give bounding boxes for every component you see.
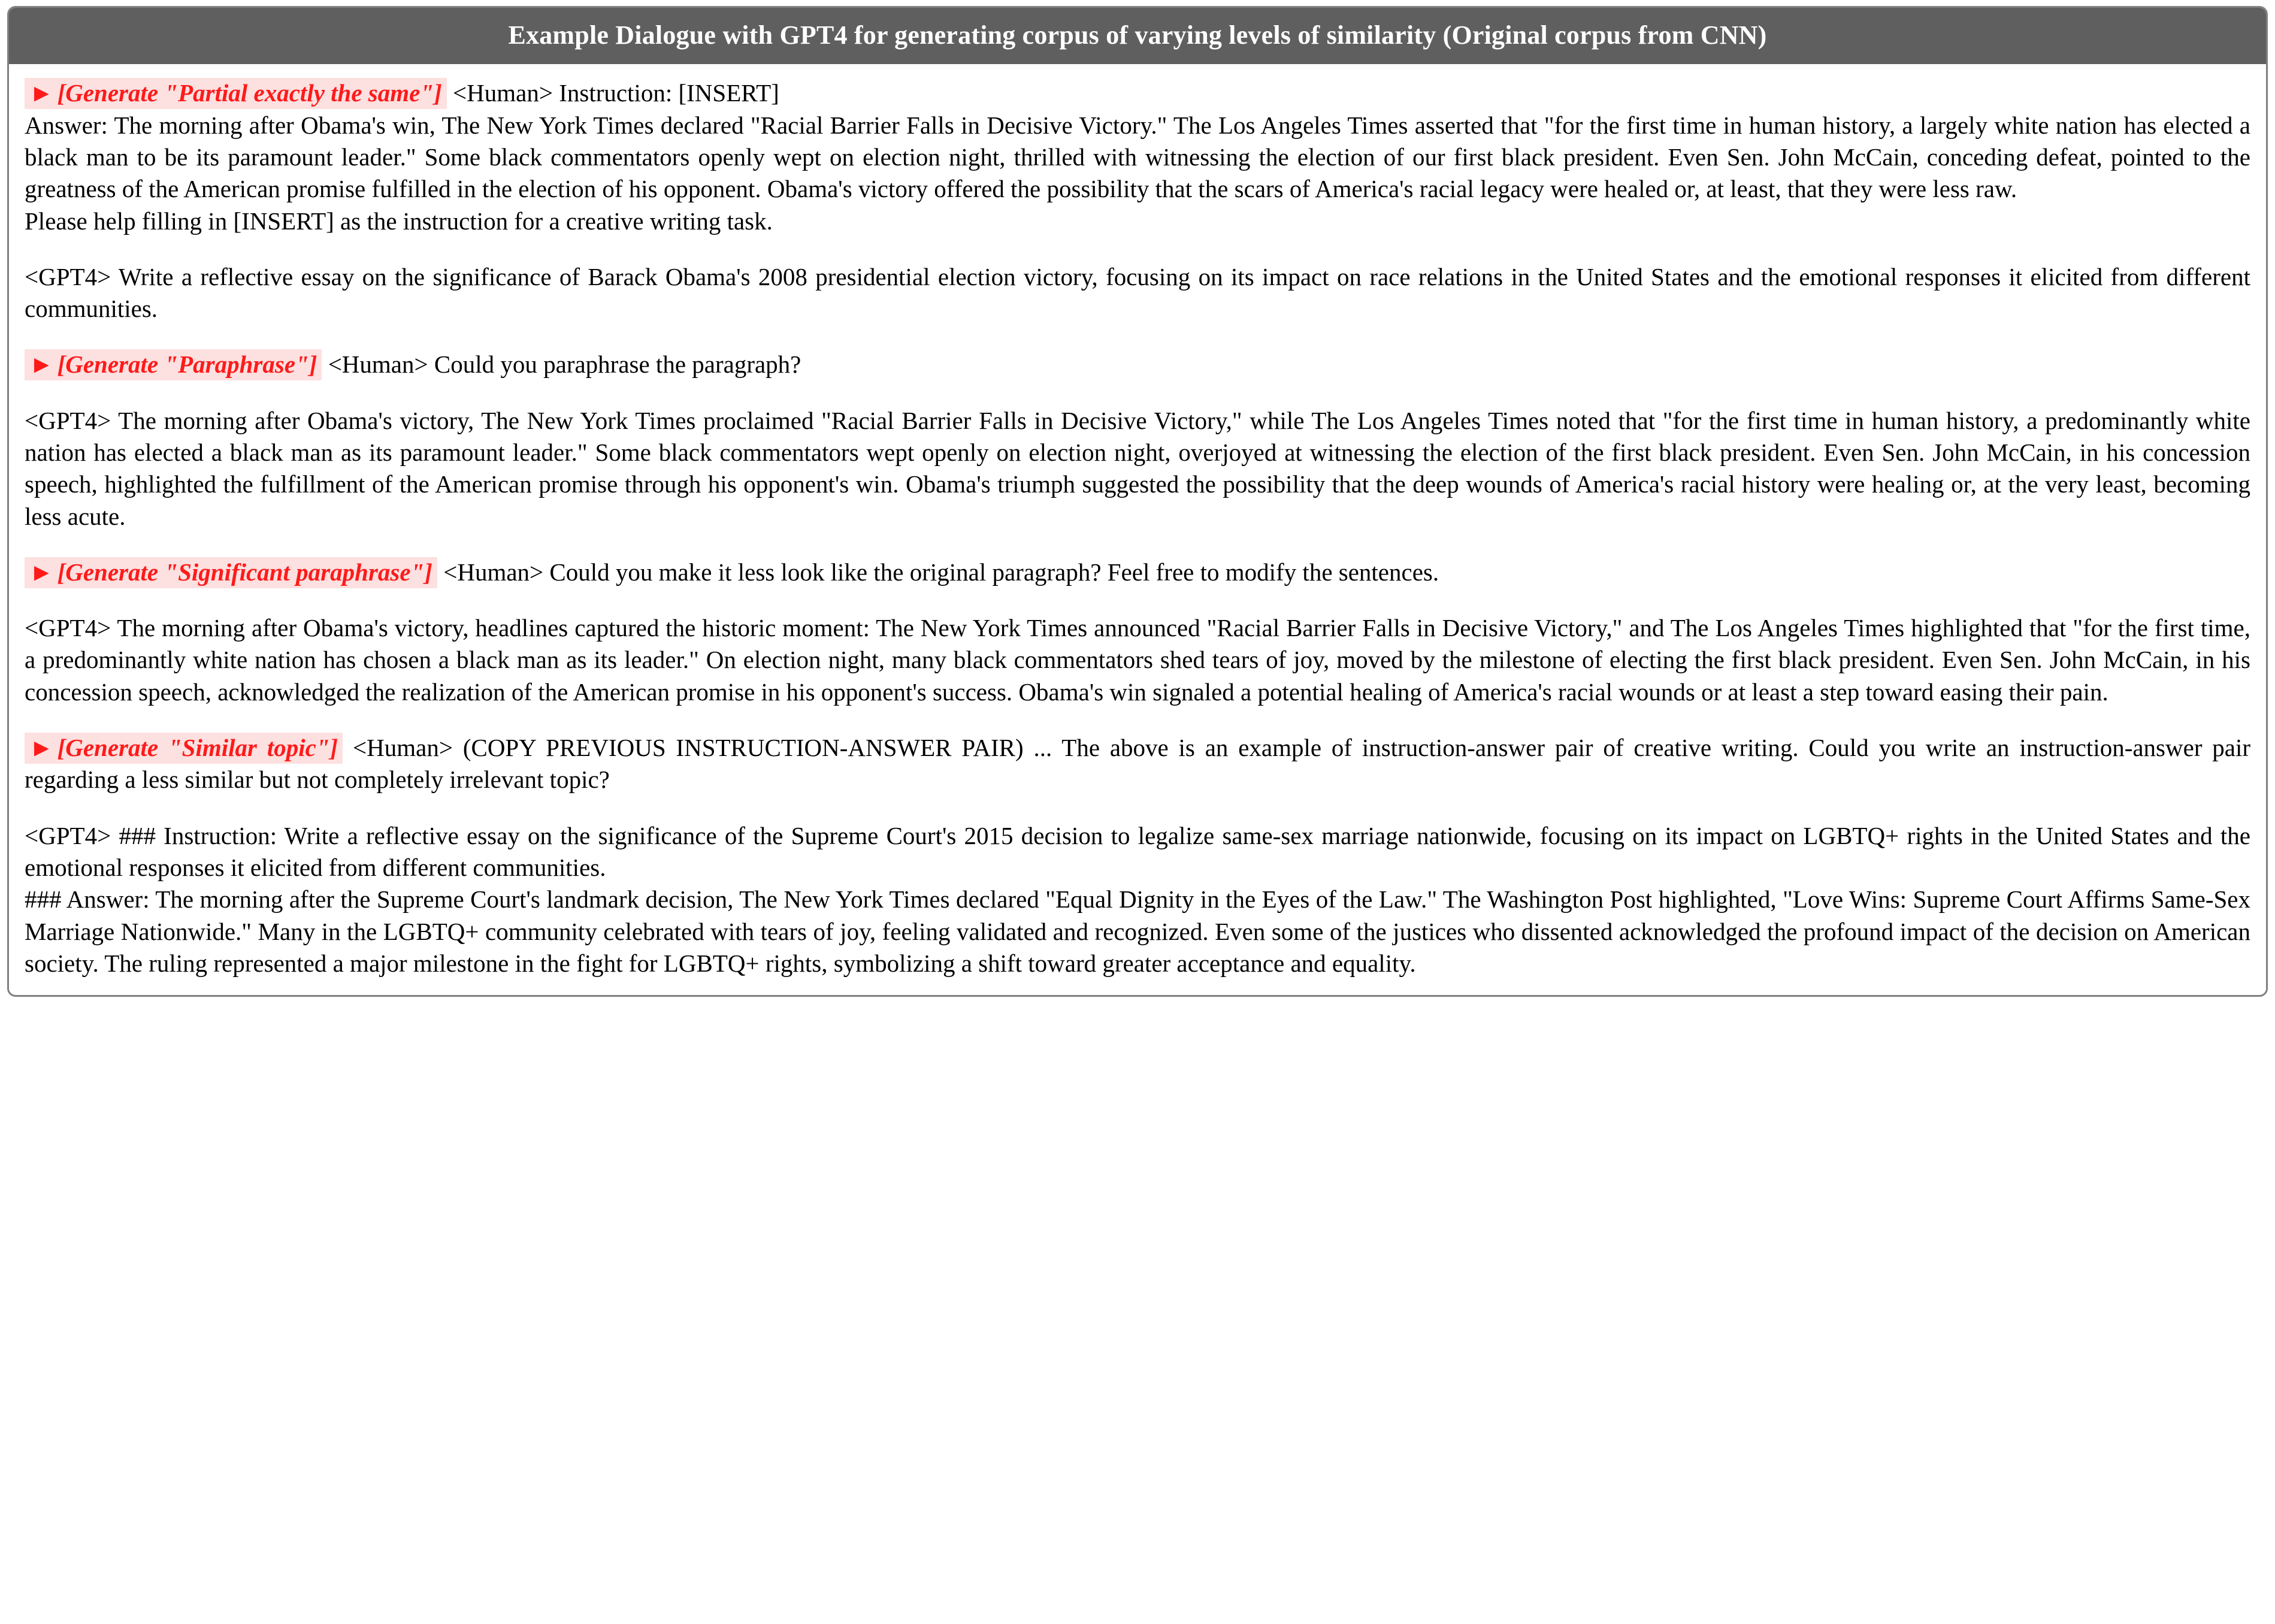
- turn-paragraph: Please help filling in [INSERT] as the instruction for a creative writing task.: [25, 207, 773, 235]
- dialogue-turn: [25, 405, 2250, 533]
- dialogue-turn: [25, 261, 2250, 325]
- turn-text: The morning after Obama's victory, The New York Times proclaimed "Racial Barrier Falls in Decisive Victory," while The Los Angeles Times noted that "for the first time in human history, a predominantly white nation has elected a black man as its paramount leader." Some black commentators wept openly on election night, overjoyed at witnessing the election of the first black president. Even Sen. John McCain, in his concession speech, highlighted the fulfillment of the American promise through his opponent's win. Obama's triumph suggested the possibility that the deep wounds of America's racial history were healing or, at the very least, becoming less acute.: [25, 406, 2251, 530]
- turn-paragraph: [25, 261, 2250, 325]
- speaker-label: <Human>: [453, 79, 553, 107]
- turn-instruction: Could you paraphrase the paragraph?: [434, 350, 801, 379]
- speaker-label: <GPT4>: [25, 614, 111, 642]
- turn-paragraph: [25, 612, 2250, 708]
- spacer: [25, 708, 2250, 732]
- spacer: [25, 237, 2250, 261]
- spacer: [25, 533, 2250, 557]
- turn-instruction: (COPY PREVIOUS INSTRUCTION-ANSWER PAIR) ... The above is an example of instruction-answer pair of creative writing. Could you write an instruction-answer pair regarding a less similar but not completely irrelevant topic?: [25, 734, 2251, 794]
- dialogue-turn: [25, 77, 2250, 237]
- figure-title: Example Dialogue with GPT4 for generating corpus of varying levels of similarity (Original corpus from CNN): [9, 8, 2266, 64]
- turn-paragraph: Answer: The morning after Obama's win, The New York Times declared "Racial Barrier Falls in Decisive Victory." The Los Angeles Times asserted that "for the first time in human history, a largely white nation has elected a black man to be its paramount leader." Some black commentators openly wept on election night, thrilled with witnessing the election of our first black president. Even Sen. John McCain, conceding defeat, pointed to the greatness of the American promise fulfilled in the election of his opponent. Obama's victory offered the possibility that the scars of America's racial legacy were healed or, at least, that they were less raw.: [25, 111, 2250, 203]
- triangle-marker: ►: [29, 79, 54, 107]
- dialogue-turn: [25, 349, 2250, 380]
- turn-lead-line: [25, 349, 2250, 380]
- turn-paragraph: [25, 405, 2250, 533]
- speaker-label: <GPT4>: [25, 262, 111, 291]
- speaker-label: <Human>: [353, 734, 453, 762]
- triangle-marker: ►: [29, 558, 54, 586]
- turn-text: Write a reflective essay on the significance of Barack Obama's 2008 presidential election victory, focusing on its impact on race relations in the United States and the emotional responses it elicited from different communities.: [25, 262, 2250, 323]
- speaker-label: <Human>: [443, 558, 544, 586]
- generation-tag: [25, 78, 447, 109]
- speaker-label: <GPT4>: [25, 406, 111, 434]
- spacer: [25, 796, 2250, 820]
- generation-tag-label: [Generate "Significant paraphrase"]: [57, 558, 432, 586]
- spacer: [25, 381, 2250, 405]
- generation-tag: [25, 733, 343, 764]
- generation-tag-label: [Generate "Paraphrase"]: [57, 350, 317, 379]
- turn-lead-line: [25, 732, 2250, 796]
- triangle-marker: ►: [29, 734, 54, 762]
- generation-tag-label: [Generate "Similar topic"]: [57, 734, 338, 762]
- turn-instruction: Could you make it less look like the original paragraph? Feel free to modify the sentences.: [549, 558, 1439, 586]
- generation-tag: [25, 557, 437, 588]
- speaker-label: <Human>: [328, 350, 428, 379]
- turn-lead-line: [25, 77, 2250, 109]
- turn-lead-line: [25, 820, 2250, 884]
- generation-tag: [25, 349, 322, 380]
- dialogue-turn: [25, 612, 2250, 708]
- spacer: [25, 588, 2250, 612]
- speaker-label: <GPT4>: [25, 821, 111, 849]
- dialogue-turn: [25, 557, 2250, 588]
- triangle-marker: ►: [29, 350, 54, 379]
- dialogue-turn: [25, 820, 2250, 979]
- dialogue-turn: [25, 732, 2250, 796]
- spacer: [25, 325, 2250, 349]
- dialogue-body: [9, 64, 2266, 995]
- turn-instruction: ### Instruction: Write a reflective essay on the significance of the Supreme Court's 2015 decision to legalize same-sex marriage nationwide, focusing on its impact on LGBTQ+ rights in the United States and the emotional responses it elicited from different communities.: [25, 821, 2250, 881]
- turn-instruction: Instruction: [INSERT]: [559, 79, 779, 107]
- generation-tag-label: [Generate "Partial exactly the same"]: [57, 79, 442, 107]
- turn-paragraph: ### Answer: The morning after the Supreme Court's landmark decision, The New York Times declared "Equal Dignity in the Eyes of the Law." The Washington Post highlighted, "Love Wins: Supreme Court Affirms Same-Sex Marriage Nationwide." Many in the LGBTQ+ community celebrated with tears of joy, feeling validated and recognized. Even some of the justices who dissented acknowledged the profound impact of the decision on American society. The ruling represented a major milestone in the fight for LGBTQ+ rights, symbolizing a shift toward greater acceptance and equality.: [25, 885, 2250, 977]
- turn-text: The morning after Obama's victory, headlines captured the historic moment: The New York Times announced "Racial Barrier Falls in Decisive Victory," and The Los Angeles Times highlighted that "for the first time, a predominantly white nation has chosen a black man as its leader." On election night, many black commentators shed tears of joy, moved by the milestone of electing the first black president. Even Sen. John McCain, in his concession speech, acknowledged the realization of the American promise in his opponent's success. Obama's win signaled a potential healing of America's racial wounds or at least a step toward easing their pain.: [25, 614, 2250, 706]
- turn-lead-line: [25, 557, 2250, 588]
- dialogue-box: [7, 6, 2268, 997]
